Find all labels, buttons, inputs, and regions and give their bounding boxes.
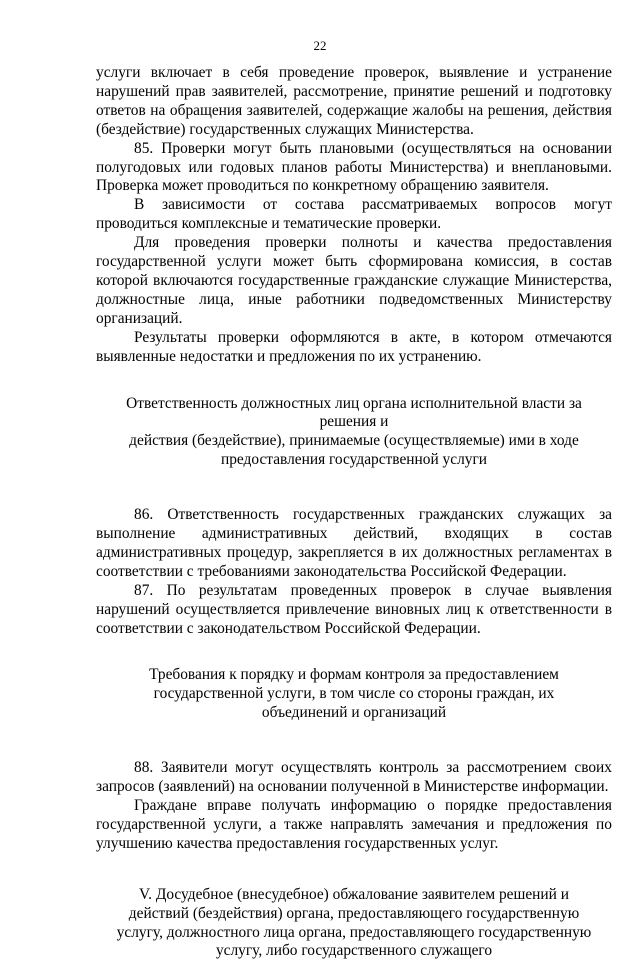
heading-line: услугу, должностного лица органа, предоставляющего государственную <box>116 923 592 941</box>
paragraph-86: 86. Ответственность государственных гражданских служащих за выполнение административных действий, входящих в состав административных процедур, закрепляется в их должностных регламентах в соответствии с требованиями законодательства Российской Федерации. <box>96 506 612 580</box>
heading-line: государственной услуги, в том числе со стороны граждан, их <box>153 685 555 703</box>
paragraph-87: 87. По результатам проведенных проверок в случае выявления нарушений осуществляется привлечение виновных лиц к ответственности в соответствии с законодательством Российской Федерации. <box>96 581 612 637</box>
heading-line: действий (бездействия) органа, предоставляющего государственную <box>128 904 580 922</box>
heading-line: V. Досудебное (внесудебное) обжалование заявителем решений и <box>139 885 569 903</box>
paragraph-88: 88. Заявители могут осуществлять контроль за рассмотрением своих запросов (заявлений) на основании полученной в Министерстве информации. <box>96 759 612 796</box>
section-heading-responsibility <box>96 395 612 471</box>
paragraph-results: Результаты проверки оформляются в акте, в котором отмечаются выявленные недостатки и предложения по их устранению. <box>96 328 612 365</box>
heading-line: предоставления государственной услуги <box>220 451 487 469</box>
paragraph-commission: Для проведения проверки полноты и качества предоставления государственной услуги может быть сформирована комиссия, в состав которой включаются государственные гражданские служащие Министерства, должностные лица, иные работники подведомственных Министерству организаций. <box>96 234 612 327</box>
page-number: 22 <box>313 38 327 53</box>
section-heading-control-requirements <box>96 666 612 723</box>
section-heading-appeal <box>96 886 612 961</box>
heading-line: услугу, либо государственного служащего <box>215 942 493 960</box>
paragraph-continuation: услуги включает в себя проведение проверок, выявление и устранение нарушений прав заявителей, рассмотрение, принятие решений и подготовку ответов на обращения заявителей, содержащие жалобы на решения, действия (бездействие) государственных служащих Министерства. <box>96 64 612 138</box>
paragraph-85: 85. Проверки могут быть плановыми (осуществляться на основании полугодовых или годовых планов работы Министерства) и внеплановыми. Проверка может проводиться по конкретному обращению заявителя. <box>96 139 612 195</box>
paragraph-citizens: Граждане вправе получать информацию о порядке предоставления государственной услуги, а также направлять замечания и предложения по улучшению качества предоставления государственных услуг. <box>96 797 612 852</box>
heading-line: Ответственность должностных лиц органа исполнительной власти за решения и <box>126 394 582 431</box>
paragraph-check-types: В зависимости от состава рассматриваемых вопросов могут проводиться комплексные и тематические проверки. <box>96 196 612 233</box>
heading-line: объединений и организаций <box>261 704 447 722</box>
document-body <box>96 64 612 961</box>
heading-line: Требования к порядку и формам контроля за предоставлением <box>149 666 559 684</box>
heading-line: действия (бездействие), принимаемые (осуществляемые) ими в ходе <box>129 432 579 450</box>
